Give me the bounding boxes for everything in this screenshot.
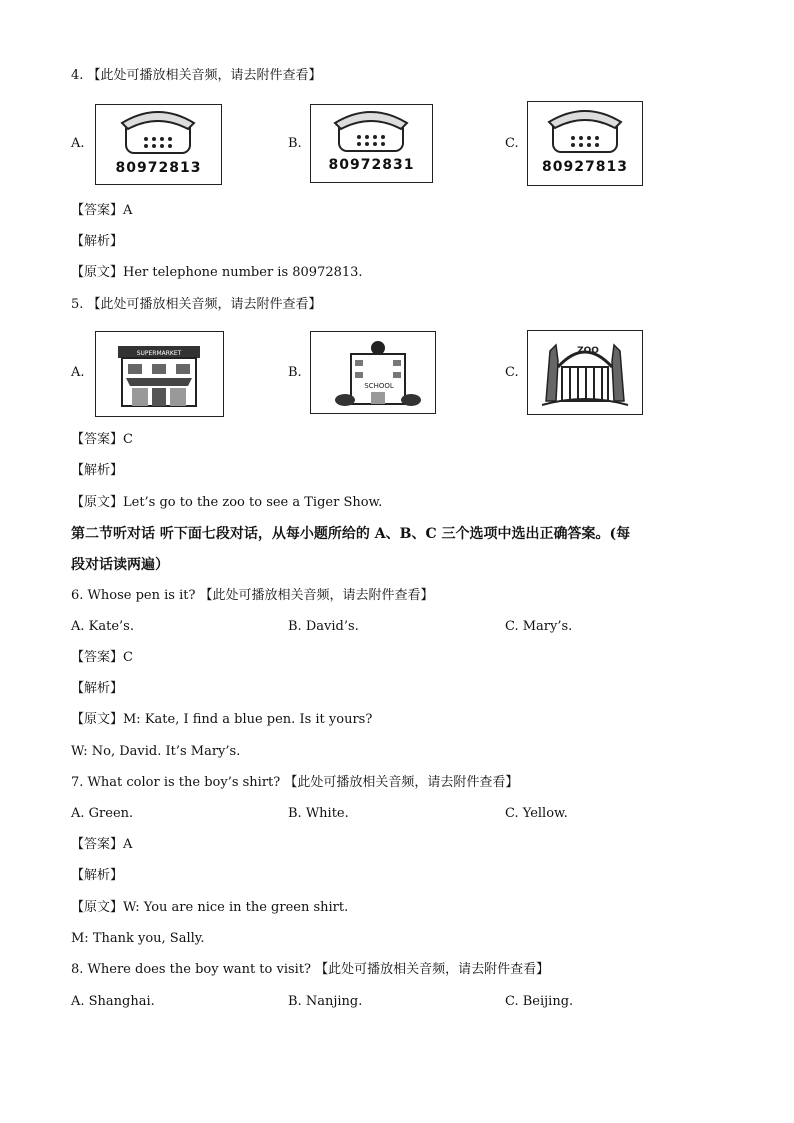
telephone-icon xyxy=(528,102,642,160)
q5-option-c-picture xyxy=(527,330,643,415)
q5-option-a-picture xyxy=(95,331,224,417)
section2-heading-line2: 段对话读两遍） xyxy=(71,557,169,573)
q4-option-c-letter: C. xyxy=(505,136,519,151)
q7-option-c: C. Yellow. xyxy=(505,806,568,821)
q5-analysis: 【解析】 xyxy=(71,463,124,478)
q5-option-b-letter: B. xyxy=(288,365,302,380)
q8-option-b: B. Nanjing. xyxy=(288,994,363,1009)
q7-title: 7. What color is the boy’s shirt? 【此处可播放相关音频，请去附件查看】 xyxy=(71,775,519,790)
q6-original-text-line2: W: No, David. It’s Mary’s. xyxy=(71,744,241,759)
q4-phone-number-c: 80927813 xyxy=(542,159,628,175)
q7-answer: 【答案】A xyxy=(71,837,133,852)
q7-original-text: 【原文】W: You are nice in the green shirt. xyxy=(71,900,349,915)
q4-analysis: 【解析】 xyxy=(71,234,124,249)
supermarket-icon xyxy=(96,332,223,416)
q4-option-b-letter: B. xyxy=(288,136,302,151)
zoo-gate-icon xyxy=(528,331,642,414)
q7-option-a: A. Green. xyxy=(71,806,134,821)
zoo-sign: ZOO xyxy=(577,346,599,356)
q5-option-b-picture xyxy=(310,331,436,414)
q8-title: 8. Where does the boy want to visit? 【此处可播放相关音频，请去附件查看】 xyxy=(71,962,550,977)
q4-option-c-picture xyxy=(527,101,643,186)
q6-option-b: B. David’s. xyxy=(288,619,359,634)
q4-option-b-picture xyxy=(310,104,433,183)
school-sign: SCHOOL xyxy=(364,382,394,390)
section2-heading-line1: 第二节听对话 听下面七段对话，从每小题所给的 A、B、C 三个选项中选出正确答案。(每 xyxy=(71,526,631,542)
q6-title: 6. Whose pen is it? 【此处可播放相关音频，请去附件查看】 xyxy=(71,588,434,603)
q4-phone-number-b: 80972831 xyxy=(328,157,415,173)
q7-option-b: B. White. xyxy=(288,806,349,821)
q7-original-text-line2: M: Thank you, Sally. xyxy=(71,931,205,946)
q5-answer: 【答案】C xyxy=(71,432,133,447)
q4-original-text: 【原文】Her telephone number is 80972813. xyxy=(71,265,363,280)
q5-option-c-letter: C. xyxy=(505,365,519,380)
q5-original-text: 【原文】Let’s go to the zoo to see a Tiger Show. xyxy=(71,495,383,510)
q4-option-a-picture xyxy=(95,104,222,185)
q6-option-a: A. Kate’s. xyxy=(71,619,134,634)
q4-answer: 【答案】A xyxy=(71,203,133,218)
q8-option-c: C. Beijing. xyxy=(505,994,574,1009)
telephone-icon xyxy=(311,105,432,159)
q4-title: 4. 【此处可播放相关音频，请去附件查看】 xyxy=(71,68,322,83)
school-building-icon xyxy=(311,332,435,413)
q4-option-a-letter: A. xyxy=(71,136,85,151)
supermarket-sign: SUPERMARKET xyxy=(136,350,182,357)
q6-analysis: 【解析】 xyxy=(71,681,124,696)
q5-title: 5. 【此处可播放相关音频，请去附件查看】 xyxy=(71,297,322,312)
q8-option-a: A. Shanghai. xyxy=(71,994,155,1009)
q6-answer: 【答案】C xyxy=(71,650,133,665)
q7-analysis: 【解析】 xyxy=(71,868,124,883)
q6-option-c: C. Mary’s. xyxy=(505,619,573,634)
q6-original-text: 【原文】M: Kate, I find a blue pen. Is it yours? xyxy=(71,712,373,727)
telephone-icon xyxy=(96,105,221,161)
q5-option-a-letter: A. xyxy=(71,365,85,380)
q4-phone-number-a: 80972813 xyxy=(115,160,202,176)
